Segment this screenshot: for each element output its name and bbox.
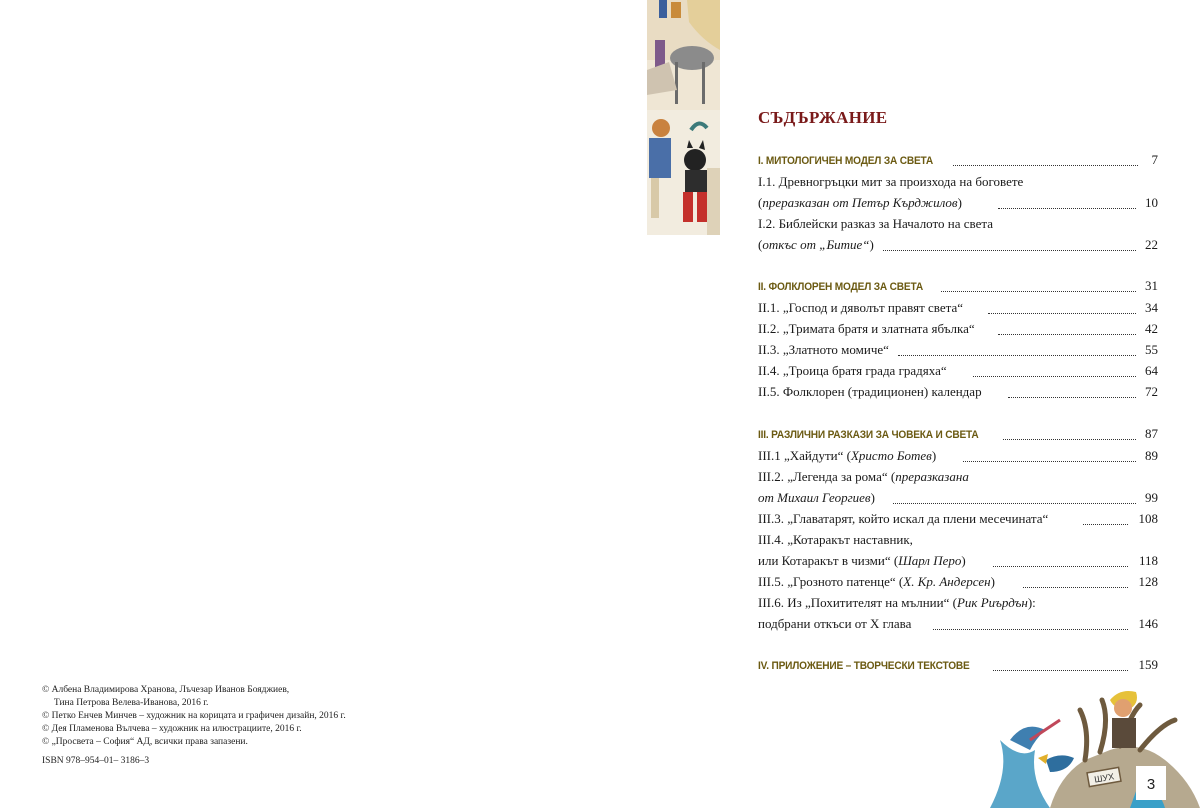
page-ref: 34: [1142, 298, 1158, 318]
entry-label: III.6. Из „Похитителят на мълнии“ (Рик Риърдън):: [758, 593, 1040, 613]
entry-label: или Котаракът в чизми“ (Шарл Перо): [758, 551, 970, 571]
leader-dots: [998, 334, 1136, 335]
toc-entry-i2[interactable]: [758, 235, 1158, 255]
toc-entry-ii3[interactable]: [758, 340, 1158, 360]
copyright-line: © „Просвета – София“ АД, всички права запазени.: [42, 737, 248, 747]
leader-dots: [898, 355, 1136, 356]
entry-label: II.2. „Тримата братя и златната ябълка“: [758, 319, 979, 339]
leader-dots: [883, 250, 1136, 251]
copyright-line: © Дея Пламенова Вълчева – художник на илюстрациите, 2016 г.: [42, 724, 302, 734]
toc-entry-iii6-line1[interactable]: [758, 593, 1158, 613]
page-number: 3: [1136, 766, 1166, 800]
page-ref: 64: [1142, 361, 1158, 381]
entry-label: II.1. „Господ и дяволът правят света“: [758, 298, 967, 318]
entry-label: III.1 „Хайдути“ (Христо Ботев): [758, 446, 940, 466]
copyright-block: [42, 684, 346, 749]
page-ref: 55: [1142, 340, 1158, 360]
page-ref: 22: [1142, 235, 1158, 255]
leader-dots: [963, 461, 1136, 462]
toc-entry-ii1[interactable]: [758, 298, 1158, 318]
toc-section-4[interactable]: [758, 655, 1158, 675]
toc-entry-iii6[interactable]: [758, 614, 1158, 634]
toc-section-3[interactable]: [758, 424, 1158, 444]
entry-label: III.4. „Котаракът наставник,: [758, 530, 917, 550]
leader-dots: [1023, 587, 1128, 588]
leader-dots: [998, 208, 1136, 209]
section-label: I. МИТОЛОГИЧЕН МОДЕЛ ЗА СВЕТА: [758, 155, 934, 167]
toc-entry-i1[interactable]: [758, 193, 1158, 213]
toc-section-2[interactable]: [758, 276, 1158, 296]
copyright-line: © Петко Енчев Минчев – художник на корицата и графичен дизайн, 2016 г.: [42, 711, 346, 721]
page-ref: 89: [1142, 446, 1158, 466]
toc-section-1[interactable]: [758, 150, 1158, 170]
page-ref: 118: [1136, 551, 1158, 571]
toc-entry-iii5[interactable]: [758, 572, 1158, 592]
leader-dots: [918, 291, 1136, 292]
entry-label: III.5. „Грозното патенце“ (Х. Кр. Андерсен): [758, 572, 999, 592]
copyright-line: © Албена Владимирова Хранова, Лъчезар Иванов Бояджиев,: [42, 685, 290, 695]
leader-dots: [893, 503, 1136, 504]
isbn: ISBN 978–954–01– 3186–3: [42, 756, 150, 766]
page-ref: 87: [1142, 424, 1158, 444]
entry-label: III.3. „Главатарят, който искал да плени месечината“: [758, 509, 1052, 529]
toc-entry-iii1[interactable]: [758, 446, 1158, 466]
entry-label: от Михаил Георгиев): [758, 488, 879, 508]
section-label: IV. ПРИЛОЖЕНИЕ – ТВОРЧЕСКИ ТЕКСТОВЕ: [758, 660, 970, 672]
entry-label: (откъс от „Битие“): [758, 235, 878, 255]
entry-label: II.5. Фолклорен (традиционен) календар: [758, 382, 986, 402]
leader-dots: [1083, 524, 1128, 525]
section-label: III. РАЗЛИЧНИ РАЗКАЗИ ЗА ЧОВЕКА И СВЕТА: [758, 429, 979, 441]
toc-entry-iii4[interactable]: [758, 551, 1158, 571]
toc-title: СЪДЪРЖАНИЕ: [758, 108, 888, 127]
entry-label: II.4. „Троица братя града градяха“: [758, 361, 951, 381]
corner-illustration: [990, 680, 1200, 808]
leader-dots: [988, 313, 1136, 314]
entry-label: II.3. „Златното момиче“: [758, 340, 893, 360]
entry-label: (преразказан от Петър Кърджилов): [758, 193, 966, 213]
copyright-line: Тина Петрова Велева-Иванова, 2016 г.: [42, 698, 209, 708]
page-ref: 31: [1142, 276, 1158, 296]
page-ref: 72: [1142, 382, 1158, 402]
page-ref: 159: [1136, 655, 1159, 675]
leader-dots: [973, 376, 1136, 377]
section-label: II. ФОЛКЛОРЕН МОДЕЛ ЗА СВЕТА: [758, 281, 923, 293]
toc-entry-ii5[interactable]: [758, 382, 1158, 402]
entry-label: подбрани откъси от X глава: [758, 614, 915, 634]
page-ref: 146: [1136, 614, 1159, 634]
leader-dots: [1008, 397, 1136, 398]
entry-label: I.2. Библейски разказ за Началото на света: [758, 214, 997, 234]
entry-label: III.2. „Легенда за рома“ (преразказана: [758, 467, 973, 487]
page-ref: 99: [1142, 488, 1158, 508]
toc-entry-i2-line1[interactable]: [758, 214, 1158, 234]
page-ref: 128: [1136, 572, 1159, 592]
page-ref: 10: [1142, 193, 1158, 213]
toc-entry-iii2-line1[interactable]: [758, 467, 1158, 487]
toc-entry-iii2[interactable]: [758, 488, 1158, 508]
page-ref: 42: [1142, 319, 1158, 339]
toc-entry-ii2[interactable]: [758, 319, 1158, 339]
leader-dots: [933, 629, 1128, 630]
toc-entry-iii3[interactable]: [758, 509, 1158, 529]
sign-text: ШУХ: [1093, 771, 1115, 785]
entry-label: I.1. Древногръцки мит за произхода на боговете: [758, 172, 1027, 192]
page-ref: 7: [1149, 150, 1159, 170]
page-ref: 108: [1136, 509, 1159, 529]
leader-dots: [993, 566, 1128, 567]
toc-entry-ii4[interactable]: [758, 361, 1158, 381]
toc-entry-i1-line1[interactable]: [758, 172, 1158, 192]
toc-entry-iii4-line1[interactable]: [758, 530, 1158, 550]
illustration-strip: [647, 0, 720, 235]
